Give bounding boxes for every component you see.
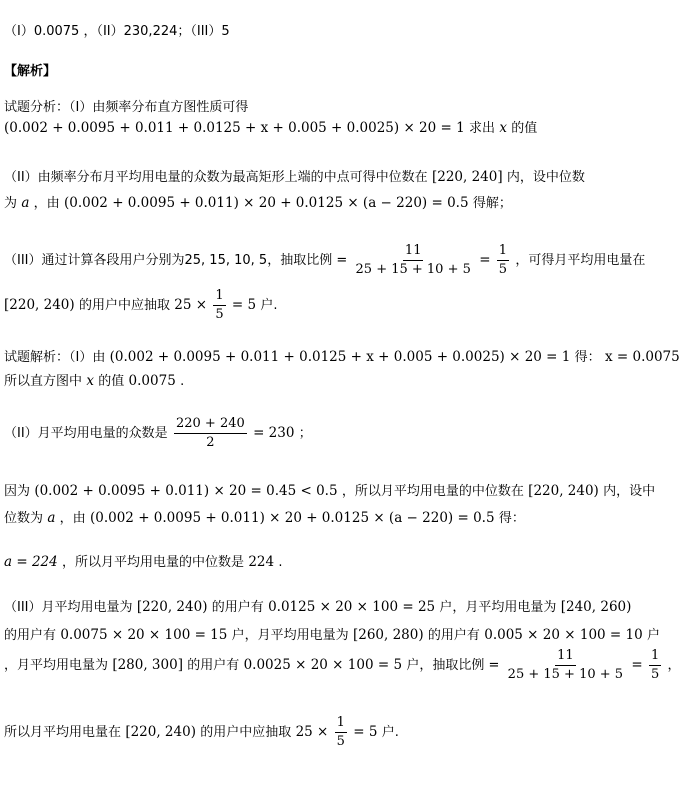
analysis-p2-text-d: ，由 xyxy=(33,196,60,211)
fraction-numerator: 1 xyxy=(213,288,225,306)
equals-sign: = xyxy=(631,657,643,673)
analysis-heading: 【解析】 xyxy=(4,64,57,79)
fraction-denominator: 5 xyxy=(498,262,508,277)
solution-s7-interval-4: [280, 300] xyxy=(112,657,183,673)
solution-s3-text-b: ，所以月平均用电量的中位数在 xyxy=(341,484,524,499)
analysis-p2-text-e: 得解； xyxy=(472,196,512,211)
analysis-p2-line2 xyxy=(4,193,626,214)
solution-s6-text-a: 的用户有 xyxy=(4,628,57,643)
solution-s3-text-f: 得： xyxy=(498,511,525,526)
solution-s1-text-b: 得： xyxy=(574,350,601,365)
solution-s8-interval: [220, 240) xyxy=(125,724,196,740)
solution-s3-eq: (0.002 + 0.0095 + 0.011) × 20 = 0.45 < 0.5 xyxy=(34,483,338,499)
fraction-numerator: 1 xyxy=(497,243,509,261)
analysis-eq1-line xyxy=(4,118,626,139)
solution-s3-text-e: ，由 xyxy=(59,511,86,526)
solution-s7-text-c: 户，抽取比例 = xyxy=(406,658,500,673)
analysis-p3-result: = 5 xyxy=(231,297,257,313)
analysis-p3-text-d: 户. xyxy=(260,298,278,313)
analysis-p2-interval: [220, 240] xyxy=(431,169,503,185)
solution-s4-line xyxy=(4,552,626,573)
solution-var-a: a xyxy=(47,510,56,526)
fraction-denominator: 25 + 15 + 10 + 5 xyxy=(355,262,471,277)
fraction-numerator: 220 + 240 xyxy=(174,416,247,434)
solution-s3-interval: [220, 240) xyxy=(528,483,599,499)
solution-s7-calc-4: 0.0025 × 20 × 100 = 5 xyxy=(243,657,403,673)
solution-s3-line2 xyxy=(4,508,626,529)
solution-s1-text-c: 所以直方图中 xyxy=(4,374,83,389)
solution-s1-text-e: . xyxy=(180,374,185,389)
solution-s2-text-b: ； xyxy=(298,426,312,441)
solution-s3-text-c: 内，设中 xyxy=(603,484,656,499)
solution-s5-text-c: 户，月平均用电量为 xyxy=(439,600,557,615)
solution-s1-line2 xyxy=(4,371,626,392)
solution-s2-text-a: （II）月平均用电量的众数是 xyxy=(4,426,168,441)
solution-s2-fraction xyxy=(174,416,247,451)
fraction-numerator: 11 xyxy=(555,648,576,666)
answer-line: （I）0.0075 ，（II）230,224；（III）5 xyxy=(4,24,230,39)
solution-s3-text-d: 位数为 xyxy=(4,511,44,526)
analysis-p2-text-c: 为 xyxy=(4,196,18,211)
solution-s8-fraction xyxy=(335,715,347,750)
analysis-var-x: x xyxy=(499,120,507,136)
equals-sign: = xyxy=(479,252,491,268)
solution-s5-line xyxy=(4,597,632,618)
analysis-p3-fraction-2 xyxy=(497,243,509,278)
analysis-p2-text-b: 内，设中位数 xyxy=(506,170,585,185)
fraction-denominator: 2 xyxy=(206,435,215,450)
solution-s8-line xyxy=(4,712,626,753)
analysis-p2-line1 xyxy=(4,167,626,188)
analysis-p3-text-c: 的用户中应抽取 xyxy=(78,298,170,313)
analysis-eq1-suffix: 求出 xyxy=(469,121,496,136)
solution-s7-text-a: ，月平均用电量为 xyxy=(4,658,109,673)
solution-s5-text-b: 的用户有 xyxy=(211,600,264,615)
solution-s6-interval-3: [260, 280) xyxy=(352,627,424,643)
solution-s1-result: x = 0.0075 xyxy=(604,349,680,365)
solution-s6-calc-2: 0.0075 × 20 × 100 = 15 xyxy=(60,627,228,643)
analysis-eq1-tail: 的值 xyxy=(511,121,538,136)
fraction-denominator: 25 + 15 + 10 + 5 xyxy=(507,667,624,682)
solution-s3-line1 xyxy=(4,481,656,502)
fraction-numerator: 1 xyxy=(649,648,661,666)
analysis-p3-text-b: ，可得月平均用电量在 xyxy=(515,253,646,268)
solution-s2-result: = 230 xyxy=(253,425,295,441)
solution-s1-value: 0.0075 xyxy=(128,373,176,389)
solution-s1-text-d: 的值 xyxy=(98,374,125,389)
solution-s2-line xyxy=(4,413,626,454)
analysis-intro: 试题分析：（I）由频率分布直方图性质可得 xyxy=(4,100,249,115)
solution-s6-text-b: 户，月平均用电量为 xyxy=(231,628,349,643)
fraction-numerator: 11 xyxy=(403,243,424,261)
solution-s6-text-c: 的用户有 xyxy=(427,628,480,643)
solution-s7-fraction xyxy=(506,648,625,683)
analysis-var-a: a xyxy=(21,195,30,211)
analysis-p2-text-a: （II）由频率分布月平均用电量的众数为最高矩形上端的中点可得中位数在 xyxy=(4,170,428,185)
solution-s6-calc-3: 0.005 × 20 × 100 = 10 xyxy=(484,627,643,643)
solution-s4-eq: a = 224 xyxy=(4,554,58,570)
solution-s4-value: 224 xyxy=(248,554,275,570)
solution-s7-text-b: 的用户有 xyxy=(187,658,240,673)
analysis-p3-line1 xyxy=(4,240,646,281)
fraction-denominator: 5 xyxy=(336,734,345,749)
solution-s8-text-c: 户. xyxy=(381,725,399,740)
analysis-p3-calc: 25 × xyxy=(174,297,208,313)
solution-s3-text-a: 因为 xyxy=(4,484,31,499)
solution-s5-interval-2: [240, 260) xyxy=(560,599,632,615)
fraction-numerator: 1 xyxy=(335,715,347,733)
solution-s5-text-a: （III）月平均用电量为 xyxy=(4,600,133,615)
solution-s1-text-a: 试题解析：（I）由 xyxy=(4,350,106,365)
solution-s8-result: = 5 xyxy=(353,724,378,740)
solution-s1-line1 xyxy=(4,347,680,368)
solution-s5-calc-1: 0.0125 × 20 × 100 = 25 xyxy=(268,599,436,615)
analysis-p3-fraction xyxy=(354,243,473,278)
solution-var-x: x xyxy=(86,373,94,389)
solution-s8-text-a: 所以月平均用电量在 xyxy=(4,725,122,740)
solution-s7-text-d: ， xyxy=(667,658,681,673)
analysis-eq1: (0.002 + 0.0095 + 0.011 + 0.0125 + x + 0.005 + 0.0025) × 20 = 1 xyxy=(4,120,465,136)
analysis-p3-text-a: （III）通过计算各段用户分别为25, 15, 10, 5，抽取比例 = xyxy=(4,253,348,268)
solution-s6-text-d: 户 xyxy=(647,628,661,643)
solution-s7-line xyxy=(4,645,681,686)
fraction-denominator: 5 xyxy=(650,667,660,682)
analysis-p3-fraction-3 xyxy=(213,288,225,323)
solution-s6-line xyxy=(4,625,661,646)
solution-s8-calc: 25 × xyxy=(295,724,329,740)
analysis-p3-line2 xyxy=(4,285,626,326)
solution-s5-interval-1: [220, 240) xyxy=(136,599,208,615)
solution-s8-text-b: 的用户中应抽取 xyxy=(200,725,292,740)
solution-s7-fraction-2 xyxy=(649,648,661,683)
solution-s3-eq2: (0.002 + 0.0095 + 0.011) × 20 + 0.0125 × (a − 220) = 0.5 xyxy=(89,510,495,526)
solution-s4-text-b: . xyxy=(278,555,283,570)
analysis-p3-interval: [220, 240) xyxy=(4,297,75,313)
solution-s4-text-a: ，所以月平均用电量的中位数是 xyxy=(62,555,245,570)
fraction-denominator: 5 xyxy=(215,307,224,322)
analysis-eq2: (0.002 + 0.0095 + 0.011) × 20 + 0.0125 × (a − 220) = 0.5 xyxy=(63,195,469,211)
solution-s1-eq: (0.002 + 0.0095 + 0.011 + 0.0125 + x + 0.005 + 0.0025) × 20 = 1 xyxy=(109,349,571,365)
